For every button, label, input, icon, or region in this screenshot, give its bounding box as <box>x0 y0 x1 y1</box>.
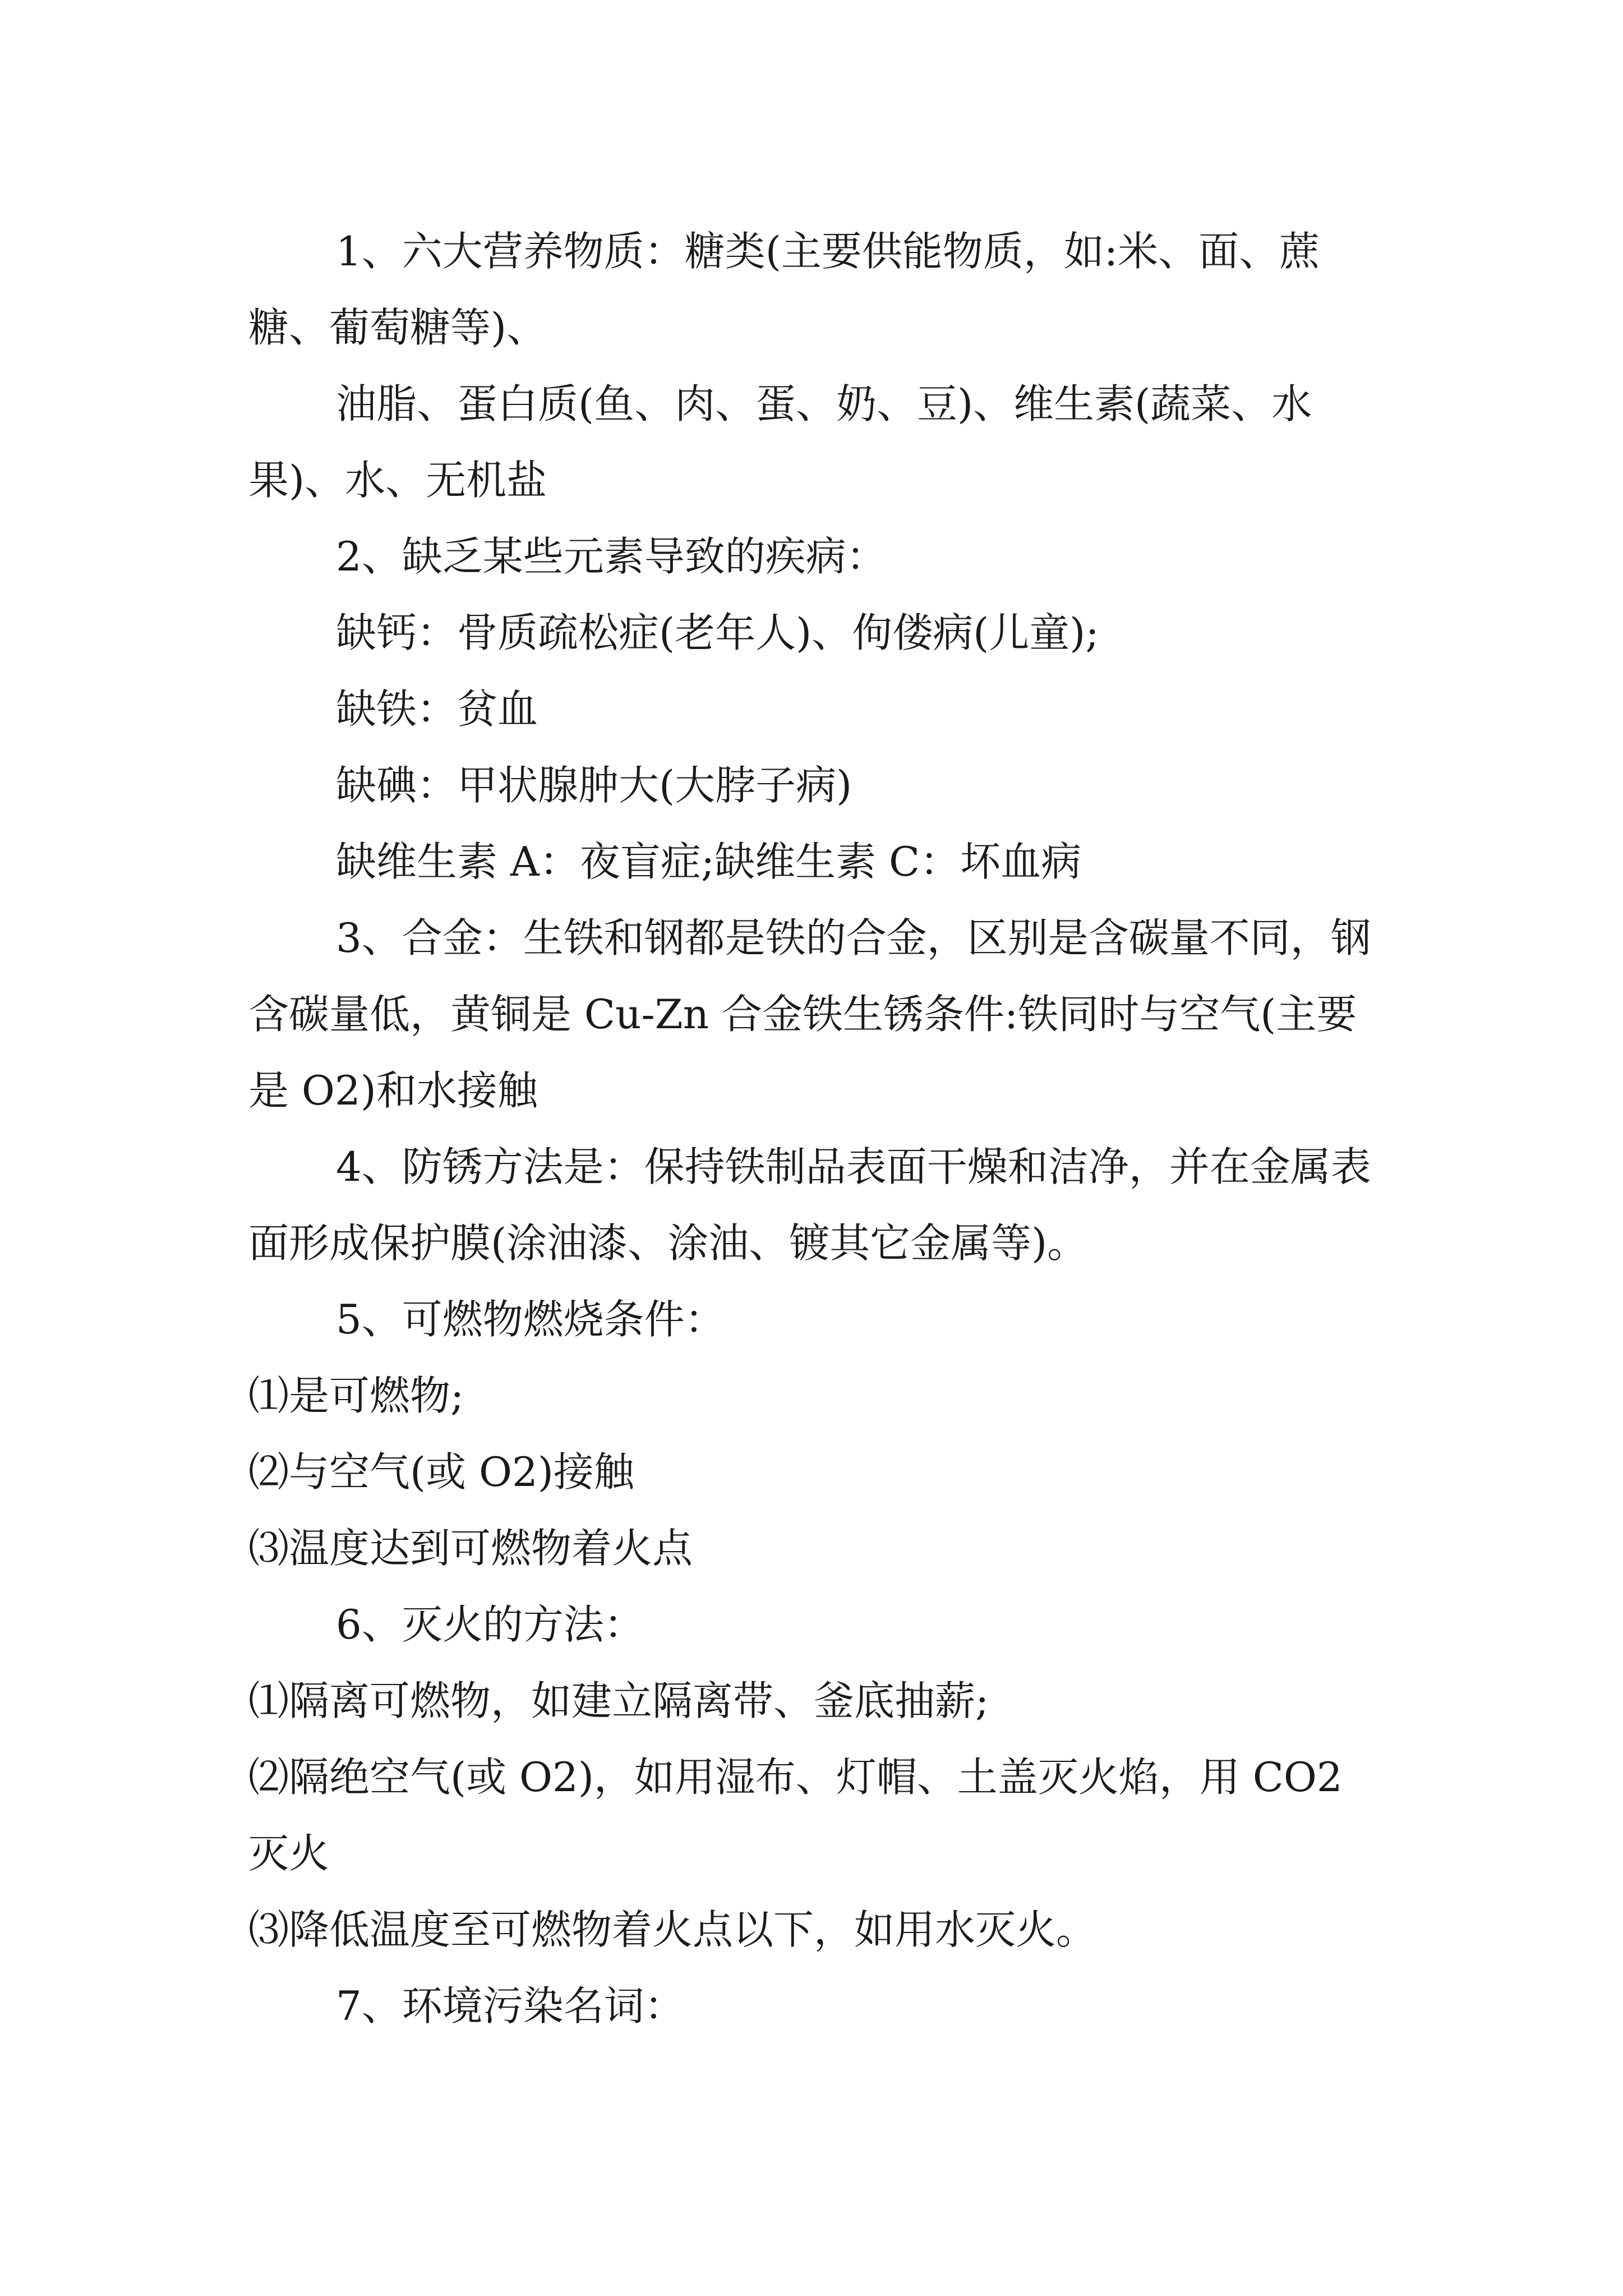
paragraph-extinguish-1: ⑴隔离可燃物，如建立隔离带、釜底抽薪; <box>248 1677 989 1724</box>
paragraph-extinguish-3: ⑶降低温度至可燃物着火点以下，如用水灭火。 <box>248 1906 1097 1953</box>
paragraph-iodine: 缺碘：甲状腺肿大(大脖子病) <box>336 762 852 809</box>
paragraph-combustion-1: ⑴是可燃物; <box>248 1372 464 1419</box>
paragraph-iron: 缺铁：贫血 <box>336 685 538 733</box>
paragraph-calcium: 缺钙：骨质疏松症(老年人)、佝偻病(儿童); <box>336 609 1099 656</box>
paragraph-combustion-2: ⑵与空气(或 O2)接触 <box>248 1448 634 1496</box>
paragraph-nutrients: 1、六大营养物质：糖类(主要供能物质，如:米、面、蔗糖、葡萄糖等)、 <box>248 228 1320 351</box>
paragraph-combustion-3: ⑶温度达到可燃物着火点 <box>248 1525 693 1572</box>
paragraph-pollution-heading: 7、环境污染名词： <box>336 1982 685 2030</box>
paragraph-combustion-heading: 5、可燃物燃烧条件： <box>336 1296 725 1343</box>
document-body <box>248 213 1393 2044</box>
paragraph-extinguish-heading: 6、灭火的方法： <box>336 1601 644 1648</box>
paragraph-alloy: 3、合金：生铁和钢都是铁的合金，区别是含碳量不同，钢含碳量低，黄铜是 Cu-Zn 合金铁生锈条件:铁同时与空气(主要是 O2)和水接触 <box>248 914 1371 1114</box>
paragraph-vitamins: 缺维生素 A：夜盲症;缺维生素 C：坏血病 <box>336 838 1082 885</box>
paragraph-nutrients-cont: 油脂、蛋白质(鱼、肉、蛋、奶、豆)、维生素(蔬菜、水果)、水、无机盐 <box>248 380 1312 504</box>
paragraph-rust-prevention: 4、防锈方法是：保持铁制品表面干燥和洁净，并在金属表面形成保护膜(涂油漆、涂油、镀其它金属等)。 <box>248 1143 1371 1267</box>
paragraph-extinguish-2: ⑵隔绝空气(或 O2)，如用湿布、灯帽、土盖灭火焰，用 CO2 灭火 <box>248 1754 1343 1877</box>
paragraph-deficiency-heading: 2、缺乏某些元素导致的疾病： <box>336 533 887 580</box>
